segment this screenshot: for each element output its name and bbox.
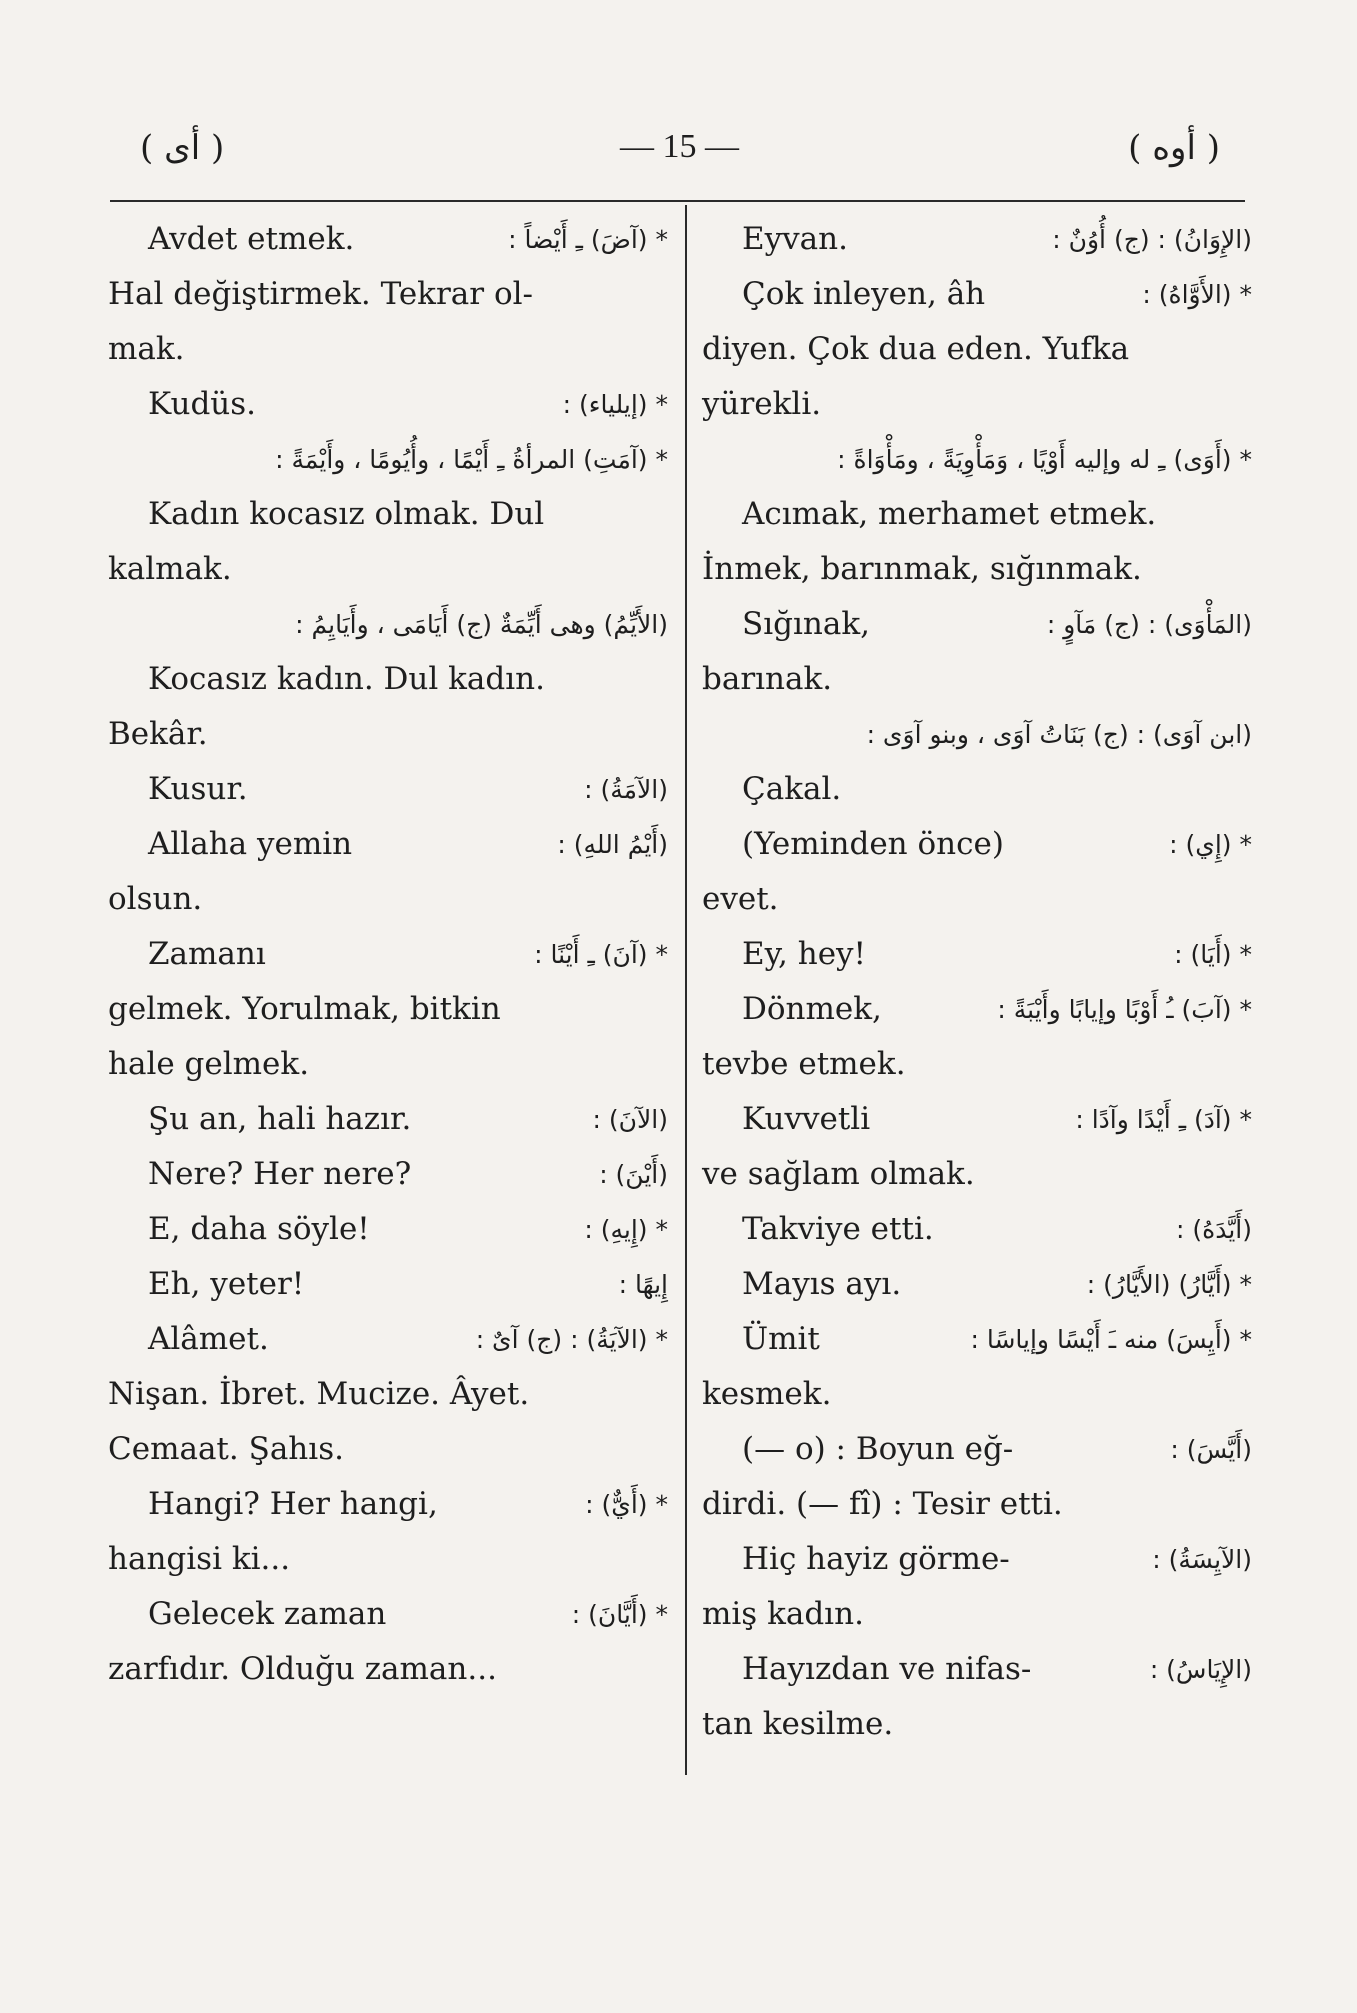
dictionary-line	[108, 542, 668, 597]
turkish-text: (Yeminden önce)	[742, 826, 1004, 862]
turkish-text: Nere? Her nere?	[148, 1156, 412, 1192]
header-right-guide-word: ( أوه )	[1128, 128, 1220, 168]
dictionary-line	[702, 1422, 1252, 1477]
turkish-text: Kudüs.	[148, 386, 257, 422]
turkish-text: Hangi? Her hangi,	[148, 1486, 438, 1522]
dictionary-line	[108, 817, 668, 872]
dictionary-line	[702, 1367, 1252, 1422]
arabic-headword: (الإِوَانُ) : (ج) أُوُنٌ :	[1052, 225, 1252, 254]
dictionary-line	[702, 1037, 1252, 1092]
dictionary-line	[702, 1587, 1252, 1642]
arabic-headword: (ابن آوَى) : (ج) بَنَاتُ آوَى ، وبنو آوَى :	[866, 720, 1252, 749]
arabic-headword: * (أَيِسَ) منه ـَ أَيْسًا وإياسًا :	[970, 1325, 1252, 1354]
arabic-headword: (الآيِسَةُ) :	[1152, 1545, 1252, 1574]
turkish-text: hangisi ki...	[108, 1541, 291, 1577]
turkish-text: kalmak.	[108, 551, 232, 587]
dictionary-line	[702, 762, 1252, 817]
turkish-text: mak.	[108, 331, 185, 367]
turkish-text: Kuvvetli	[742, 1101, 871, 1137]
turkish-text: Acımak, merhamet etmek.	[742, 496, 1157, 532]
turkish-text: Dönmek,	[742, 991, 882, 1027]
page-header	[110, 120, 1240, 190]
dictionary-line	[702, 707, 1252, 762]
dictionary-line	[702, 1532, 1252, 1587]
dictionary-line	[702, 1202, 1252, 1257]
dictionary-line	[108, 1147, 668, 1202]
arabic-headword: (أَيَّدَهُ) :	[1175, 1215, 1252, 1244]
arabic-headword: (المَأْوَى) : (ج) مَآوٍ :	[1046, 610, 1252, 639]
dictionary-line	[108, 1587, 668, 1642]
turkish-text: Eh, yeter!	[148, 1266, 305, 1302]
dictionary-line	[702, 1477, 1252, 1532]
dictionary-line	[702, 487, 1252, 542]
arabic-headword: * (آبَ) ـُ أَوْبًا وإيابًا وأَيْبَةً :	[997, 995, 1252, 1024]
turkish-text: (— o) : Boyun eğ-	[742, 1431, 1014, 1467]
arabic-headword: (الإِيَاسُ) :	[1149, 1655, 1252, 1684]
arabic-headword: * (آنَ) ـِ أَيْنًا :	[534, 940, 668, 969]
dictionary-line	[108, 212, 668, 267]
turkish-text: Ey, hey!	[742, 936, 867, 972]
left-column	[108, 212, 668, 1697]
turkish-text: Takviye etti.	[742, 1211, 934, 1247]
dictionary-line	[702, 542, 1252, 597]
dictionary-line	[108, 1422, 668, 1477]
right-column	[702, 212, 1252, 1752]
turkish-text: Şu an, hali hazır.	[148, 1101, 412, 1137]
dictionary-line	[108, 267, 668, 322]
dictionary-line	[702, 817, 1252, 872]
turkish-text: miş kadın.	[702, 1596, 864, 1632]
turkish-text: Çok inleyen, âh	[742, 276, 986, 312]
dictionary-line	[108, 1312, 668, 1367]
turkish-text: Zamanı	[148, 936, 266, 972]
turkish-text: Kusur.	[148, 771, 248, 807]
turkish-text: Mayıs ayı.	[742, 1266, 902, 1302]
turkish-text: hale gelmek.	[108, 1046, 310, 1082]
dictionary-line	[702, 1642, 1252, 1697]
dictionary-line	[702, 1092, 1252, 1147]
arabic-headword: إِيهًا :	[618, 1270, 668, 1299]
dictionary-line	[108, 1642, 668, 1697]
dictionary-line	[108, 707, 668, 762]
arabic-headword: * (أَيَا) :	[1174, 940, 1252, 969]
dictionary-line	[108, 982, 668, 1037]
dictionary-line	[702, 1697, 1252, 1752]
turkish-text: Allaha yemin	[148, 826, 353, 862]
turkish-text: barınak.	[702, 661, 833, 697]
dictionary-line	[108, 1532, 668, 1587]
turkish-text: dirdi. (— fî) : Tesir etti.	[702, 1486, 1063, 1522]
dictionary-line	[108, 1367, 668, 1422]
arabic-headword: * (أَيَّارُ) (الأَيَّارُ) :	[1086, 1270, 1252, 1299]
arabic-headword: (أَيَّسَ) :	[1170, 1435, 1252, 1464]
dictionary-line	[108, 762, 668, 817]
dictionary-line	[702, 377, 1252, 432]
turkish-text: Gelecek zaman	[148, 1596, 387, 1632]
turkish-text: Nişan. İbret. Mucize. Âyet.	[108, 1376, 530, 1412]
turkish-text: Kadın kocasız olmak. Dul	[148, 496, 545, 532]
dictionary-line	[108, 377, 668, 432]
header-rule	[110, 200, 1245, 202]
dictionary-line	[702, 1312, 1252, 1367]
turkish-text: Hal değiştirmek. Tekrar ol-	[108, 276, 533, 312]
dictionary-line	[108, 1037, 668, 1092]
dictionary-line	[108, 487, 668, 542]
turkish-text: Bekâr.	[108, 716, 208, 752]
dictionary-line	[702, 652, 1252, 707]
turkish-text: evet.	[702, 881, 779, 917]
turkish-text: Eyvan.	[742, 221, 848, 257]
dictionary-line	[702, 982, 1252, 1037]
arabic-headword: (الآمَةُ) :	[584, 775, 668, 804]
dictionary-line	[108, 432, 668, 487]
arabic-headword: * (آدَ) ـِ أَيْدًا وآدًا :	[1075, 1105, 1252, 1134]
turkish-text: E, daha söyle!	[148, 1211, 370, 1247]
arabic-headword: (أَيْمُ اللهِ) :	[557, 830, 668, 859]
dictionary-line	[108, 322, 668, 377]
turkish-text: olsun.	[108, 881, 203, 917]
turkish-text: ve sağlam olmak.	[702, 1156, 975, 1192]
arabic-headword: * (أَيَّانَ) :	[571, 1600, 668, 1629]
turkish-text: Sığınak,	[742, 606, 870, 642]
arabic-headword: * (إيلياء) :	[562, 390, 668, 419]
turkish-text: kesmek.	[702, 1376, 832, 1412]
arabic-headword: * (الآيَةُ) : (ج) آىٌ :	[475, 1325, 668, 1354]
dictionary-line	[108, 597, 668, 652]
turkish-text: diyen. Çok dua eden. Yufka	[702, 331, 1130, 367]
turkish-text: zarfıdır. Olduğu zaman...	[108, 1651, 497, 1687]
turkish-text: Ümit	[742, 1321, 820, 1357]
column-divider	[685, 205, 687, 1775]
dictionary-line	[108, 1202, 668, 1257]
dictionary-line	[108, 1257, 668, 1312]
arabic-headword: * (آمَتِ) المرأةُ ـِ أَيْمًا ، وأُيُومًا ، وأَيْمَةً :	[275, 445, 668, 474]
turkish-text: Çakal.	[742, 771, 842, 807]
dictionary-line	[702, 927, 1252, 982]
arabic-headword: (الأَيِّمُ) وهى أَيِّمَةٌ (ج) أَيَامَى ، وأَيَايِمُ :	[295, 610, 668, 639]
turkish-text: tan kesilme.	[702, 1706, 894, 1742]
turkish-text: Avdet etmek.	[148, 221, 355, 257]
turkish-text: tevbe etmek.	[702, 1046, 906, 1082]
dictionary-line	[702, 322, 1252, 377]
dictionary-line	[702, 1257, 1252, 1312]
turkish-text: Alâmet.	[148, 1321, 269, 1357]
turkish-text: Hiç hayiz görme-	[742, 1541, 1010, 1577]
dictionary-line	[702, 597, 1252, 652]
dictionary-line	[108, 872, 668, 927]
arabic-headword: * (آضَ) ـِ أَيْضاً :	[508, 225, 668, 254]
dictionary-line	[108, 1092, 668, 1147]
dictionary-line	[108, 652, 668, 707]
dictionary-line	[702, 872, 1252, 927]
arabic-headword: (أَيْنَ) :	[599, 1160, 668, 1189]
arabic-headword: * (أَوَى) ـِ له وإليه أَوْيًا ، وَمَأْوِيَةً ، ومَأْوَاةً :	[837, 445, 1252, 474]
arabic-headword: * (أَيٌّ) :	[585, 1490, 668, 1519]
dictionary-line	[108, 1477, 668, 1532]
dictionary-line	[702, 1147, 1252, 1202]
turkish-text: İnmek, barınmak, sığınmak.	[702, 551, 1142, 587]
dictionary-line	[702, 432, 1252, 487]
dictionary-line	[108, 927, 668, 982]
turkish-text: yürekli.	[702, 386, 822, 422]
arabic-headword: (الآنَ) :	[592, 1105, 668, 1134]
dictionary-line	[702, 212, 1252, 267]
arabic-headword: * (إِيهِ) :	[584, 1215, 668, 1244]
turkish-text: Kocasız kadın. Dul kadın.	[148, 661, 545, 697]
page-number: — 15 —	[620, 128, 739, 165]
dictionary-line	[702, 267, 1252, 322]
arabic-headword: * (إِي) :	[1169, 830, 1252, 859]
turkish-text: Cemaat. Şahıs.	[108, 1431, 344, 1467]
turkish-text: Hayızdan ve nifas-	[742, 1651, 1032, 1687]
turkish-text: gelmek. Yorulmak, bitkin	[108, 991, 501, 1027]
arabic-headword: * (الأَوَّاهُ) :	[1142, 280, 1252, 309]
header-left-guide-word: ( أى )	[140, 128, 225, 168]
